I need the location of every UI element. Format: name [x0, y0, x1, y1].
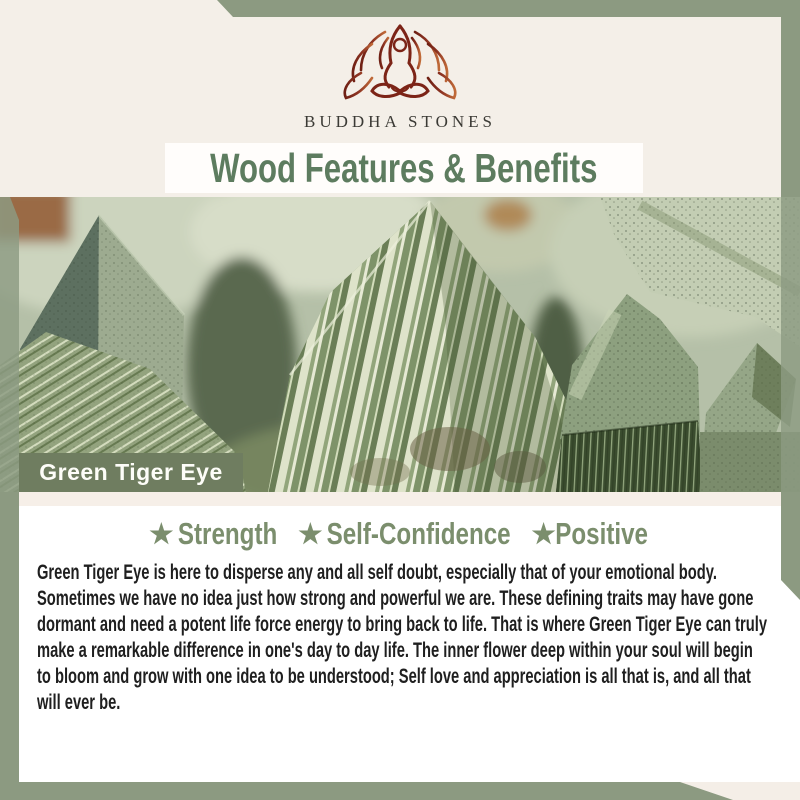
benefits-section — [0, 506, 800, 800]
frame-right-strip-photo — [781, 197, 800, 492]
divider-band — [0, 492, 800, 506]
frame-left-strip-photo — [0, 197, 19, 492]
stone-photo-illustration — [0, 197, 800, 492]
feature-self-confidence — [298, 516, 511, 552]
feature-label: Strength — [177, 516, 278, 551]
feature-positive — [531, 516, 649, 552]
page-title: Wood Features & Benefits — [210, 144, 598, 191]
lotus-meditation-icon — [330, 18, 470, 114]
description-paragraph: Green Tiger Eye is here to disperse any and all self doubt, especially that of your emotional body. Sometimes we have no idea just how strong and powerful we are. These defining traits may have gone dormant and need a potent life force energy to bring back to life. That is where Green Tiger Eye can truly make a remarkable difference in one's day to day life. The inner flower deep within your soul will begin to bloom and grow with one idea to be understood; Self love and appreciation is all that is, and all that will ever be. — [37, 561, 767, 714]
feature-label: Self-Confidence — [326, 516, 511, 551]
product-photo — [0, 197, 800, 492]
frame-bottom-strip — [0, 782, 800, 800]
features-row — [0, 516, 800, 552]
title-banner — [165, 143, 643, 193]
star-icon: ★ — [298, 518, 323, 549]
feature-strength — [149, 516, 278, 552]
stone-name-badge — [19, 453, 243, 492]
star-icon: ★ — [149, 518, 174, 549]
stone-name: Green Tiger Eye — [39, 459, 223, 485]
brand-logo — [0, 18, 800, 119]
brand-name: BUDDHA STONES — [304, 112, 496, 131]
frame-left-strip — [0, 492, 19, 800]
frame-right-strip — [781, 0, 800, 197]
star-icon: ★ — [531, 518, 556, 549]
feature-label: Positive — [555, 516, 649, 551]
